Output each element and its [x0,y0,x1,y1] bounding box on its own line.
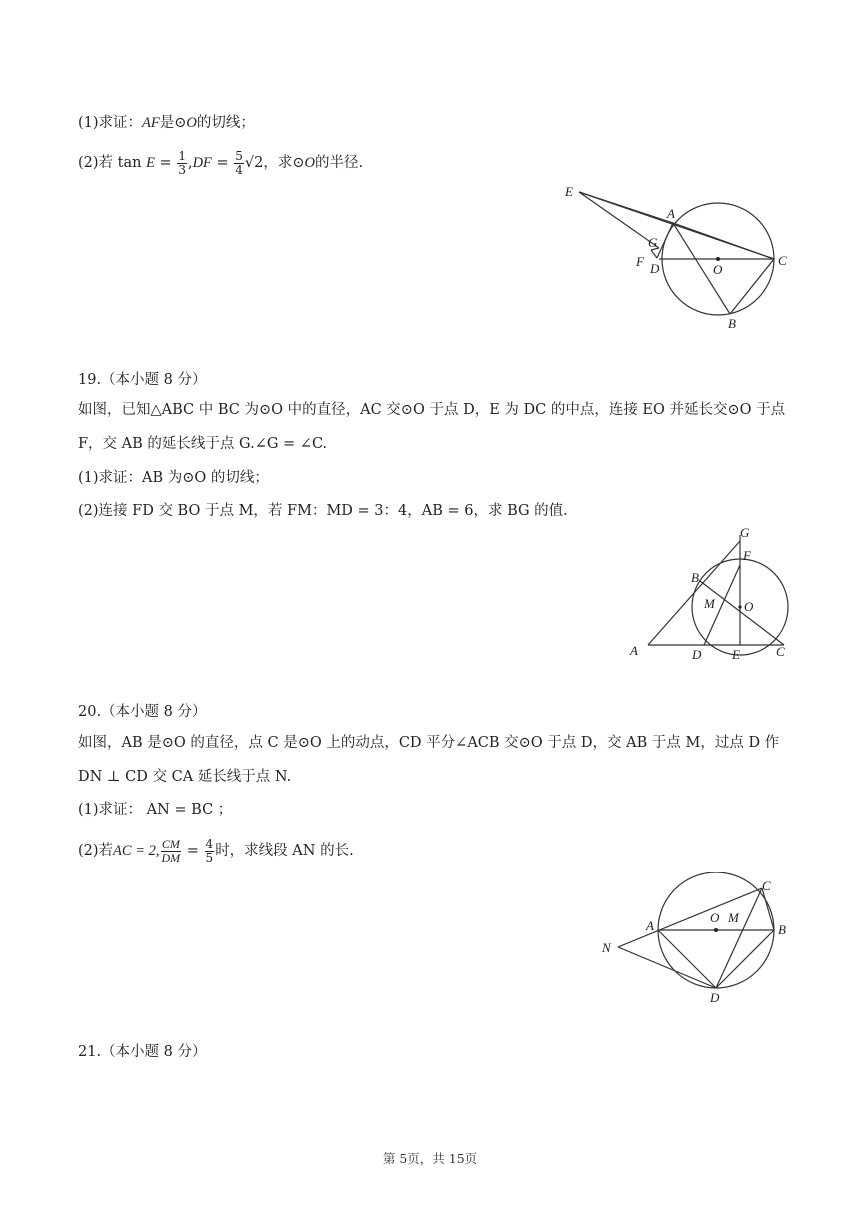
q20-label-m: M [728,910,739,925]
q20-center-dot [714,928,718,932]
q19-label-f: F [743,548,751,563]
q18-seg-da [657,223,673,258]
q20-label-c: C [762,878,771,893]
q18-frac1: $\frac{1}{3}$ [178,148,186,177]
q18-label-a: A [667,206,675,221]
q18-seg-eg [579,192,659,248]
q18-af: AF [142,115,160,131]
q19-label-g: G [740,525,750,540]
q18-ask: ，求 [263,155,293,171]
q19-center-dot [738,605,741,608]
q18-seg-ea [579,192,673,223]
q19-label-m: M [704,596,715,611]
q18-tan: tan [117,155,142,171]
q19-label-d: D [692,647,702,662]
q20-label-b: B [778,922,786,937]
q19-figure [622,525,797,665]
q18-circle-o: ⊙O [174,115,197,131]
q19-part1: (1)求证：AB 为⊙O 的切线； [78,470,269,486]
q20-ac: AC = 2, [113,843,160,859]
q20-label-a: A [646,918,654,933]
q20-part2-prefix: (2)若 [78,843,114,859]
q19-seg-ag [648,541,740,645]
q20-part2 [78,832,354,870]
q19-label-e: E [732,647,740,662]
q20-stem-line2: DN ⊥ CD 交 CA 延长线于点 N. [78,769,292,785]
q20-label-d: D [710,990,720,1005]
q18-label-f: F [636,254,644,269]
q18-sqrt: √2 [244,155,264,171]
q18-seg-ac [673,223,774,259]
q18-e: E [146,155,155,171]
q20-heading: 20.（本小题 8 分） [78,704,207,720]
q19-heading: 19.（本小题 8 分） [78,372,207,388]
q20-label-n: N [602,940,611,955]
q20-seg-ad [658,930,716,988]
q20-frac2: $\frac{4}{5}$ [205,836,214,865]
q20-label-o: O [710,910,720,925]
q19-label-c: C [776,644,785,659]
q20-frac1: $\frac{CM}{DM}$ [161,836,181,865]
q19-stem-line1: 如图，已知△ABC 中 BC 为⊙O 中的直径，AC 交⊙O 于点 D，E 为 DC 的中点，连接 EO 并延长交⊙O 于点 [78,402,786,418]
q18-df: DF [192,155,212,171]
q18-seg-gd [651,250,657,258]
q21-heading: 21.（本小题 8 分） [78,1044,207,1060]
q19-label-b: B [691,570,699,585]
q18-part2 [78,146,363,180]
q18-figure [555,178,800,338]
q19-seg-bc [700,581,784,645]
q18-label-d: D [650,261,660,276]
q20-figure [598,872,798,1007]
q20-eq: = [182,843,204,859]
q18-label-o: O [713,262,723,277]
q18-eq: = [154,155,177,171]
q18-label-b: B [728,316,736,331]
q20-stem-line1: 如图，AB 是⊙O 的直径，点 C 是⊙O 上的动点，CD 平分∠ACB 交⊙O 于点 D，交 AB 于点 M，过点 D 作 [78,735,780,751]
q20-part1: (1)求证： AN = BC ； [78,802,233,818]
q20-part2-suffix: 时，求线段 AN 的长. [215,843,354,859]
q18-part1-mid: 是 [159,115,175,131]
q20-seg-bd [716,930,774,988]
q18-part2-suffix: 的半径. [315,155,364,171]
q18-label-e: E [565,184,573,199]
q18-circle-o2: ⊙O [292,155,316,171]
q18-center-dot [716,257,720,261]
q19-label-o: O [744,599,754,614]
q19-label-a: A [630,643,638,658]
q20-seg-cb [762,888,774,930]
page-footer: 第 5页，共 15页 [382,1151,478,1166]
q18-part2-prefix: (2)若 [78,155,114,171]
q18-label-c: C [778,253,787,268]
q18-frac2: $\frac{5}{4}$ [235,148,243,177]
q18-part1-prefix: (1)求证： [78,115,143,131]
q18-comma: , [187,155,193,171]
q18-part1-suffix: 的切线； [196,115,255,131]
q19-part2: (2)连接 FD 交 BO 于点 M，若 FM：MD = 3：4，AB = 6，求 BG 的值. [78,503,568,519]
q18-eq2: = [211,155,234,171]
q19-stem-line2: F，交 AB 的延长线于点 G.∠G = ∠C. [78,436,328,452]
q20-seg-nc [618,888,762,947]
q20-seg-nd [618,947,716,988]
q18-part1 [78,113,255,133]
q18-label-g: G [648,235,658,250]
